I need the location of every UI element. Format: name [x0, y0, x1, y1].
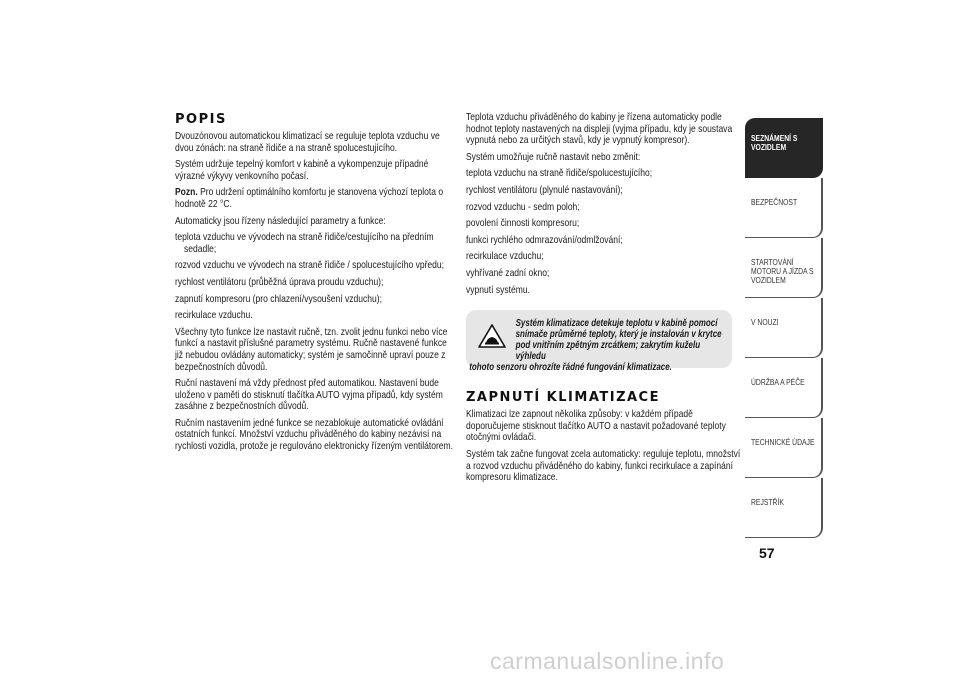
tab-udrzba[interactable]: ÚDRŽBA A PÉČE [745, 358, 823, 418]
paragraph: Systém umožňuje ručně nastavit nebo změnit: [466, 151, 641, 163]
page-number: 57 [759, 545, 775, 561]
watermark: carmanualsonline.info [490, 648, 725, 674]
list-item: recirkulace vzduchu. [175, 310, 253, 322]
paragraph: Klimatizaci lze zapnout několika způsoby: v každém případě doporučujeme stisknout tlačítko AUTO a nastavit požadované teploty otočnými ovládači. [466, 409, 726, 444]
warning-text-line: Systém klimatizace detekuje teplotu v kabině pomocí snímače průměrné teploty, který je instalován v krytce pod vnitřním zpětným zrcátkem; zakrytím kuželu výhledu [515, 318, 722, 363]
paragraph: Systém tak začne fungovat zcela automaticky: reguluje teplotu, množství a rozvod vzduchu přiváděného do kabiny, funkci recirkulace a zapínání kompresoru klimatizace. [466, 448, 741, 484]
note-text: Pro udržení optimálního komfortu je stanovena výchozí teplota o hodnotě 22 °C. [175, 187, 444, 210]
list-item: vyhřívané zadní okno; [466, 267, 550, 279]
list-item: povolení činnosti kompresoru; [466, 218, 580, 230]
warning-box [466, 310, 732, 374]
section-heading-popis: POPIS [175, 112, 227, 127]
list-item: teplota vzduchu na straně řidiče/spolucestujícího; [466, 168, 653, 180]
tab-startovani[interactable]: STARTOVÁNÍ MOTORU A JÍZDA S VOZIDLEM [745, 238, 823, 298]
tab-technicke-udaje[interactable]: TECHNICKÉ ÚDAJE [745, 418, 823, 478]
note-paragraph [175, 187, 455, 210]
list-item: rychlost ventilátoru (průběžná úprava proudu vzduchu); [175, 276, 384, 288]
paragraph: Systém udržuje tepelný komfort v kabině a vykompenzuje případné výrazné výkyvy venkovního počasí. [175, 159, 429, 182]
warning-text-line: tohoto senzoru ohrozíte řádné fungování klimatizace. [469, 362, 672, 374]
list-item: rozvod vzduchu ve vývodech na straně řidiče / spolucestujícího vpředu; [175, 260, 445, 272]
chapter-tabs [745, 118, 823, 538]
paragraph: Teplota vzduchu přiváděného do kabiny je řízena automaticky podle hodnot teploty nastavených na displeji (vyjma případu, kdy je soustava vypnutá nebo za určitých stavů, kdy je vypnutý kompresor). [466, 112, 733, 147]
section-heading-zapnuti: ZAPNUTÍ KLIMATIZACE [466, 390, 660, 406]
list-item: funkci rychlého odmrazování/odmlžování; [466, 234, 623, 246]
right-column [466, 112, 741, 489]
tab-bezpecnost[interactable]: BEZPEČNOST [745, 178, 823, 238]
warning-text [466, 318, 728, 373]
paragraph: Ruční nastavení má vždy přednost před automatikou. Nastavení bude uloženo v paměti do stisknutí tlačítka AUTO vyjma případů, kdy systém zasáhne z bezpečnostních důvodů. [175, 378, 443, 413]
left-column [175, 112, 455, 458]
list-item: rychlost ventilátoru (plynulé nastavování); [466, 184, 623, 196]
paragraph: Všechny tyto funkce lze nastavit ručně, tzn. zvolit jednu funkci nebo více funkcí a nastavit příslušné parametry systému. Ručně nastavené funkce již nebudou ovládány automaticky; systém je samočinně upraví pouze z bezpečnostních důvodů. [175, 326, 448, 373]
list-item: zapnutí kompresoru (pro chlazení/vysoušení vzduchu); [175, 293, 382, 305]
tab-v-nouzi[interactable]: V NOUZI [745, 298, 823, 358]
list-item: vypnutí systému. [466, 284, 530, 296]
paragraph: Dvouzónovou automatickou klimatizací se reguluje teplota vzduchu ve dvou zónách: na straně řidiče a na straně spolucestujícího. [175, 131, 440, 154]
paragraph: Ručním nastavením jedné funkce se nezablokuje automatické ovládání ostatních funkcí. Množství vzduchu přiváděného do kabiny nezávisí na rychlosti vozidla, protože je regulováno elektronicky řízeným ventilátorem. [175, 417, 453, 453]
list-item: teplota vzduchu ve vývodech na straně řidiče/cestujícího na předním sedadle; [175, 232, 434, 255]
note-label: Pozn. [175, 187, 198, 199]
tab-rejstrik[interactable]: REJSTŘÍK [745, 478, 823, 538]
paragraph: Automaticky jsou řízeny následující parametry a funkce: [175, 215, 386, 227]
tab-seznameni[interactable]: SEZNÁMENÍ S VOZIDLEM [745, 118, 823, 178]
list-item: rozvod vzduchu - sedm poloh; [466, 201, 580, 213]
list-item: recirkulace vzduchu; [466, 251, 544, 263]
